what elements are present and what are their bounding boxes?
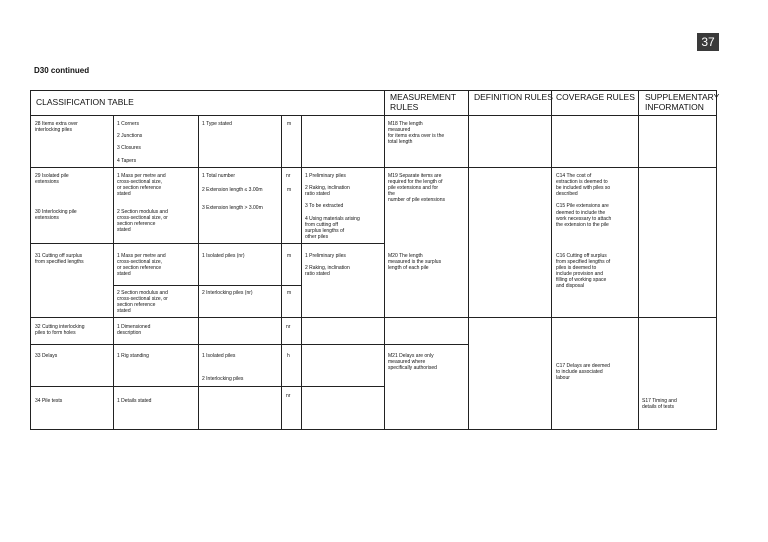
row-33-level-3-a: 1 Isolated piles: [202, 353, 236, 359]
column-divider: [281, 115, 282, 429]
row-29-level-3-a: 1 Total number: [202, 173, 235, 179]
row-29-unit-b: m: [287, 187, 292, 193]
row-divider: [113, 285, 301, 286]
column-divider: [468, 91, 469, 429]
row-31-level-2-a: 1 Mass per metre and cross-sectional size, or section reference stated: [117, 253, 166, 278]
row-31-level-3-b: 2 Interlocking piles (nr): [202, 290, 253, 296]
row-divider: [384, 344, 469, 345]
row-29-level-3-c: 3 Extension length > 3.00m: [202, 205, 263, 211]
row-29-level-2: 1 Mass per metre and cross-sectional size, or section reference stated: [117, 173, 166, 198]
page-number: 37: [697, 33, 719, 51]
classification-table: [30, 90, 720, 430]
row-28-level-3: 1 Type stated: [202, 121, 232, 127]
row-31-level-4: 1 Preliminary piles 2 Raking, inclination ratio stated: [305, 253, 350, 278]
column-divider: [113, 115, 114, 429]
row-33-description: 33 Delays: [35, 353, 58, 359]
row-29-level-4: 1 Preliminary piles 2 Raking, inclination ratio stated 3 To be extracted 4 Using materials arising from cutting off surplus lengths of other piles: [305, 173, 360, 240]
row-34-unit: nr: [286, 393, 291, 399]
rule-c16: C16 Cutting off surplus from specified lengths of piles is deemed to include provision and filling of working space and disposal: [556, 253, 611, 290]
rule-c14-c15: C14 The cost of extraction is deemed to be included with piles so described C15 Pile extensions are deemed to include the work necessary to attach the extension to the pile: [556, 173, 612, 228]
header-measurement-rules: MEASUREMENT RULES: [390, 92, 457, 112]
header-classification: CLASSIFICATION TABLE: [36, 97, 134, 107]
section-title: D30 continued: [34, 66, 90, 75]
row-32-description: 32 Cutting interlocking piles to form holes: [35, 324, 85, 337]
row-31-level-3-a: 1 Isolated piles (nr): [202, 253, 245, 259]
column-divider: [551, 91, 552, 429]
row-34-description: 34 Pile tests: [35, 398, 63, 404]
rule-m21: M21 Delays are only measured where specifically authorised: [388, 353, 437, 372]
row-divider: [31, 243, 384, 244]
row-28-unit: m: [287, 121, 292, 127]
header-divider: [31, 115, 716, 116]
column-divider: [301, 115, 302, 429]
row-30-level-2: 2 Section modulus and cross-sectional size, or section reference stated: [117, 209, 168, 234]
row-33-level-3-b: 2 Interlocking piles: [202, 376, 244, 382]
row-29-description: 29 Isolated pile extensions: [35, 173, 69, 186]
row-divider: [31, 344, 384, 345]
row-32-level-2: 1 Dimensioned description: [117, 324, 151, 337]
row-32-unit: nr: [286, 324, 291, 330]
row-divider: [31, 167, 716, 168]
row-31-unit-b: m: [287, 290, 292, 296]
rule-m18: M18 The length measured for items extra over is the total length: [388, 121, 445, 146]
column-divider: [638, 91, 639, 429]
row-29-unit-a: nr: [286, 173, 291, 179]
row-divider: [31, 317, 716, 318]
row-divider: [31, 386, 384, 387]
rule-c17: C17 Delays are deemed to include associated labour: [556, 363, 610, 382]
row-28-level-2: 1 Corners 2 Junctions 3 Closures 4 Tapers: [117, 121, 143, 164]
column-divider: [198, 115, 199, 429]
rule-m20: M20 The length measured is the surplus length of each pile: [388, 253, 442, 272]
row-30-description: 30 Interlocking pile extensions: [35, 209, 77, 222]
header-supplementary-information: SUPPLEMENTARY INFORMATION: [645, 92, 720, 112]
header-coverage-rules: COVERAGE RULES: [556, 92, 635, 102]
header-definition-rules: DEFINITION RULES: [474, 92, 553, 102]
row-31-unit-a: m: [287, 253, 292, 259]
row-33-level-2: 1 Rig standing: [117, 353, 149, 359]
row-28-description: 28 Items extra over interlocking piles: [35, 121, 78, 134]
row-34-level-2: 1 Details stated: [117, 398, 152, 404]
row-33-unit: h: [287, 353, 290, 359]
row-29-level-3-b: 2 Extension length ≤ 3.00m: [202, 187, 263, 193]
row-31-description: 31 Cutting off surplus from specified lengths: [35, 253, 84, 266]
supplementary-s17: S17 Timing and details of tests: [642, 398, 677, 411]
row-31-level-2-b: 2 Section modulus and cross-sectional size, or section reference stated: [117, 290, 168, 315]
column-divider: [384, 91, 385, 429]
rule-m19: M19 Separate items are required for the length of pile extensions and for the number of pile extensions: [388, 173, 445, 204]
